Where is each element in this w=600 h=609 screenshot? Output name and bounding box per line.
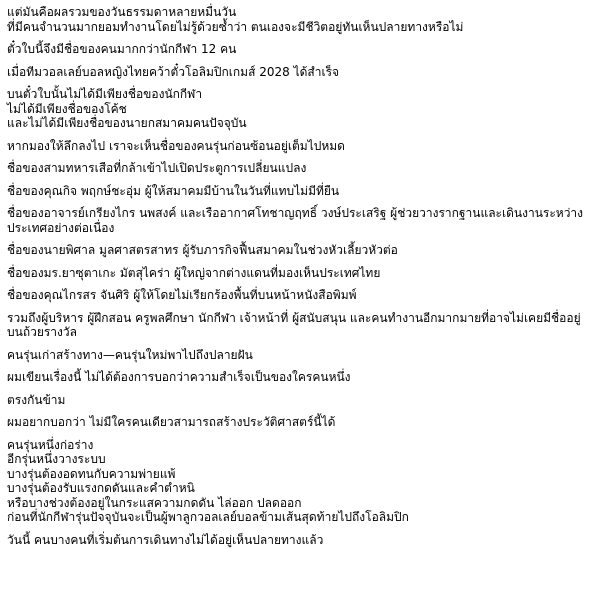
text-line: ตั๋วใบนี้จึงมีชื่อของคนมากกว่านักกีฬา 12 คน	[7, 42, 237, 56]
text-line: อีกรุ่นหนึ่งวางระบบ	[7, 452, 106, 466]
paragraph	[7, 206, 590, 235]
paragraph	[7, 348, 590, 363]
text-line: ที่มีคนจำนวนมากยอมทำงานโดยไม่รู้ด้วยซ้ำว่า ตนเองจะมีชีวิตอยู่ทันเห็นปลายทางหรือไม่	[7, 19, 464, 34]
paragraph	[7, 65, 590, 80]
text-line: วันนี้ คนบางคนที่เริ่มต้นการเดินทางไม่ได้อยู่เห็นปลายทางแล้ว	[7, 532, 324, 547]
text-line: ชื่อของสามทหารเสือที่กล้าเข้าไปเปิดประตูการเปลี่ยนแปลง	[7, 161, 307, 175]
text-line: ก่อนที่นักกีฬารุ่นปัจจุบันจะเป็นผู้พาลูกวอลเลย์บอลข้ามเส้นสุดท้ายไปถึงโอลิมปิก	[7, 510, 409, 524]
text-line: บางรุ่นต้องรับแรงกดดันและคำตำหนิ	[7, 481, 195, 495]
text-line: และไม่ได้มีเพียงชื่อของนายกสมาคมคนปัจจุบัน	[7, 116, 247, 130]
text-line: หรือบางช่วงต้องอยู่ในกระแสความกดดัน ไล่ออก ปลดออก	[7, 495, 302, 510]
text-line: หากมองให้ลึกลงไป เราจะเห็นชื่อของคนรุ่นก่อนซ้อนอยู่เต็มไปหมด	[7, 138, 345, 153]
paragraph	[7, 5, 590, 34]
text-line: ชื่อของนายพิศาล มูลศาสตรสาทร ผู้รับภารกิจฟื้นสมาคมในช่วงหัวเลี้ยวหัวต่อ	[7, 243, 398, 257]
paragraph	[7, 266, 590, 281]
text-line: รวมถึงผู้บริหาร ผู้ฝึกสอน ครูพลศึกษา นักกีฬา เจ้าหน้าที่ ผู้สนับสนุน และคนทำงานอีกมากมายที่อาจไม่เคยมีชื่ออยู่บนถ้วยรางวัล	[7, 310, 581, 339]
paragraph	[7, 243, 590, 258]
text-line: คนรุ่นหนึ่งก่อร่าง	[7, 437, 94, 452]
text-line: บนตั๋วใบนั้นไม่ได้มีเพียงชื่อของนักกีฬา	[7, 87, 203, 101]
text-line: ชื่อของคุณกิจ พฤกษ์ชะอุ่ม ผู้ให้สมาคมมีบ้านในวันที่แทบไม่มีที่ยืน	[7, 183, 340, 198]
paragraph	[7, 87, 590, 131]
paragraph	[7, 161, 590, 176]
text-line: ชื่อของคุณไกรสร จันศิริ ผู้ให้โดยไม่เรียกร้องพื้นที่บนหน้าหนังสือพิมพ์	[7, 288, 357, 302]
paragraph	[7, 42, 590, 57]
paragraph	[7, 393, 590, 408]
text-line: แต่มันคือผลรวมของวันธรรมดาหลายหมื่นวัน	[7, 5, 237, 19]
text-line: เมื่อทีมวอลเลย์บอลหญิงไทยคว้าตั๋วโอลิมปิกเกมส์ 2028 ได้สำเร็จ	[7, 64, 340, 79]
paragraph	[7, 311, 590, 340]
text-line: ผมอยากบอกว่า ไม่มีใครคนเดียวสามารถสร้างประวัติศาสตร์นี้ได้	[7, 415, 336, 429]
paragraph	[7, 415, 590, 430]
text-line: ชื่อของอาจารย์เกรียงไกร นพสงค์ และเรืออากาศโทชาญฤทธิ์ วงษ์ประเสริฐ ผู้ช่วยวางรากฐานและเดินงานระหว่างประเทศอย่างต่อเนื่อง	[7, 206, 584, 235]
text-line: คนรุ่นเก่าสร้างทาง—คนรุ่นใหม่พาไปถึงปลายฝัน	[7, 347, 253, 362]
paragraph	[7, 533, 590, 548]
paragraph	[7, 184, 590, 199]
paragraph	[7, 438, 590, 525]
text-line: บางรุ่นต้องอดทนกับความพ่ายแพ้	[7, 466, 176, 481]
text-line: ชื่อของมร.ยาซุตาเกะ มัตสุไคร่า ผู้ใหญ่จากต่างแดนที่มองเห็นประเทศไทย	[7, 265, 381, 280]
text-line: ตรงกันข้าม	[7, 392, 66, 407]
paragraph	[7, 370, 590, 385]
text-line: ผมเขียนเรื่องนี้ ไม่ได้ต้องการบอกว่าความสำเร็จเป็นของใครคนหนึ่ง	[7, 370, 351, 384]
paragraph	[7, 139, 590, 154]
text-line: ไม่ได้มีเพียงชื่อของโค้ช	[7, 101, 127, 116]
paragraph	[7, 288, 590, 303]
